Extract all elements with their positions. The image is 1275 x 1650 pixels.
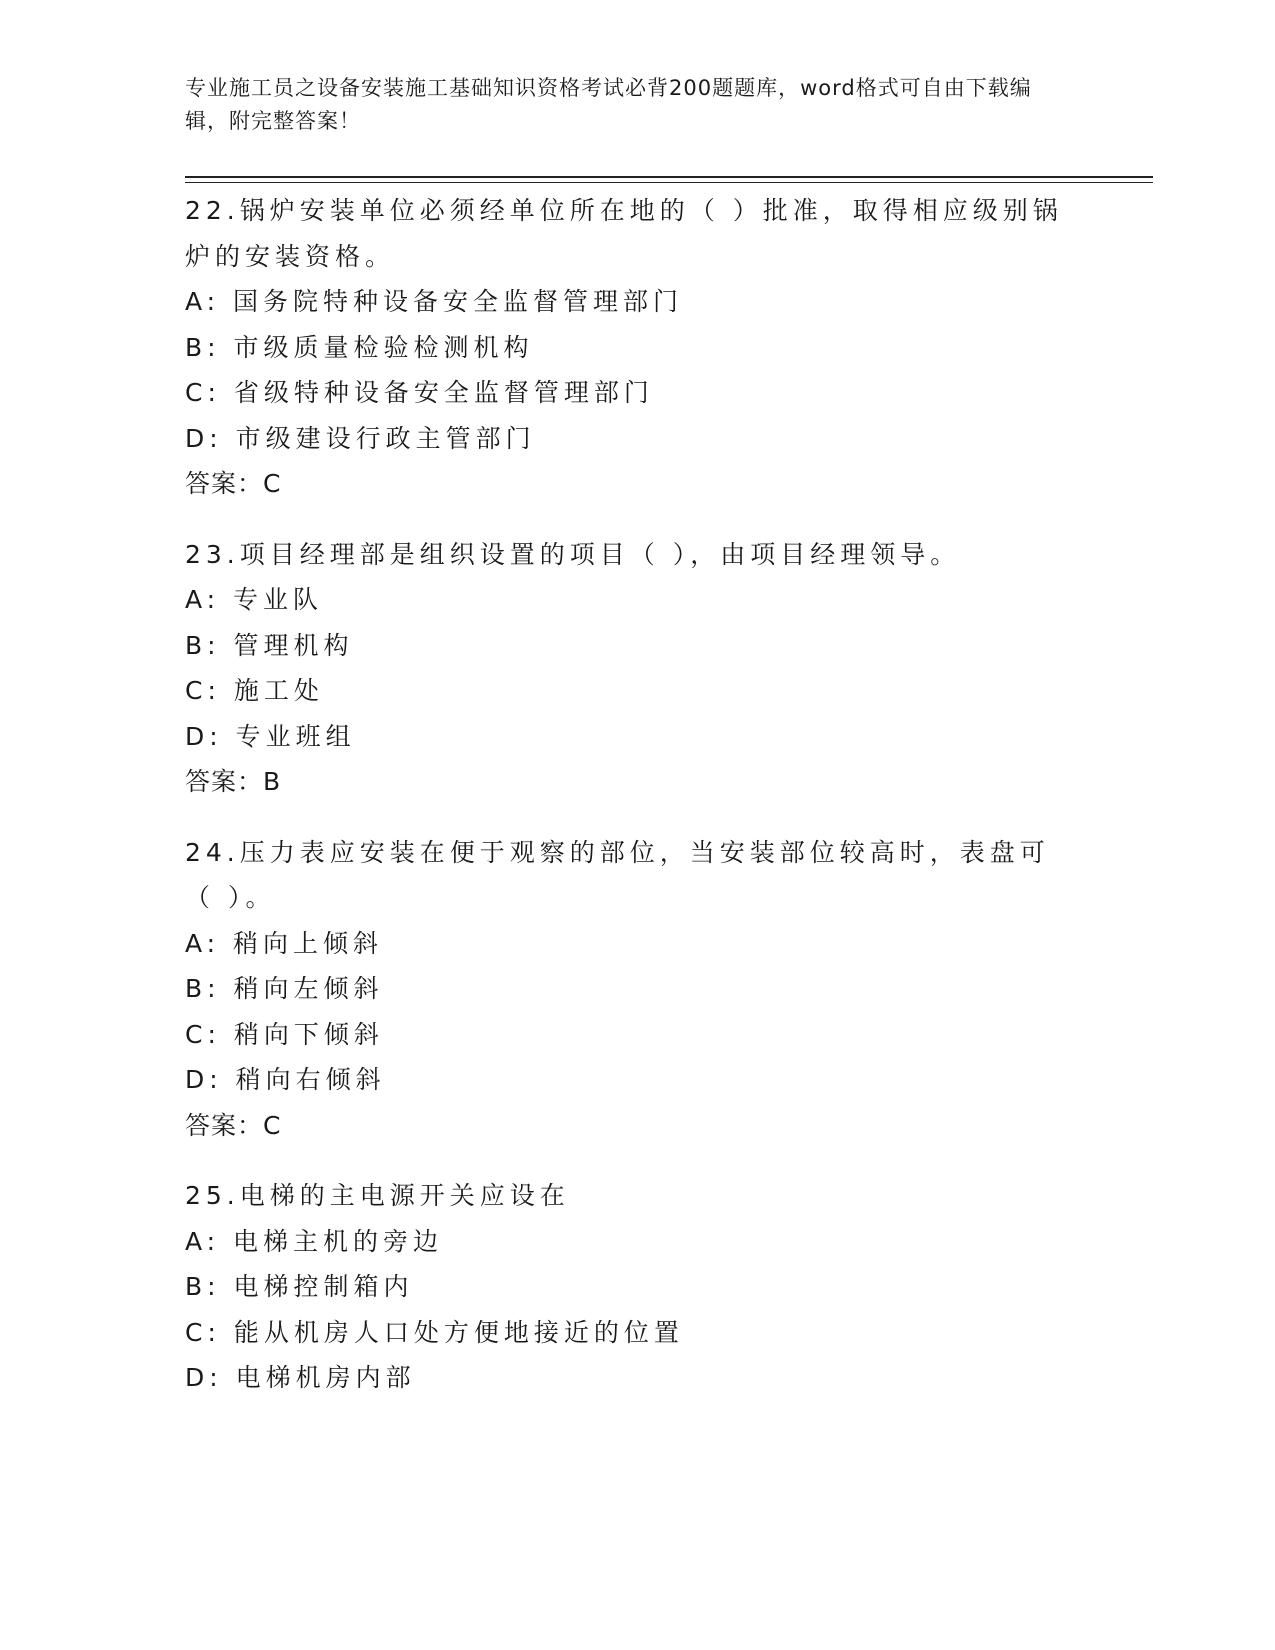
question-22 (185, 188, 1065, 507)
option-a: A: 专业队 (185, 585, 324, 614)
answer-label: 答案：C (185, 1110, 282, 1140)
question-stem: 24.压力表应安装在便于观察的部位，当安装部位较高时，表盘可（ ）。 (185, 837, 1050, 912)
option-a: A: 电梯主机的旁边 (185, 1226, 444, 1256)
option-b: B: 电梯控制箱内 (185, 1272, 414, 1301)
header-divider-thin (185, 182, 1153, 183)
option-c: C: 施工处 (185, 676, 324, 705)
option-b: B: 稍向左倾斜 (185, 974, 384, 1003)
option-d: D: 专业班组 (185, 721, 356, 751)
question-stem: 22.锅炉安装单位必须经单位所在地的（ ）批准，取得相应级别锅炉的安装资格。 (185, 196, 1063, 271)
question-stem: 25.电梯的主电源开关应设在 (185, 1181, 570, 1210)
question-stem: 23.项目经理部是组织设置的项目（ ），由项目经理领导。 (185, 539, 961, 569)
option-c: C: 能从机房人口处方便地接近的位置 (185, 1317, 684, 1347)
option-d: D: 市级建设行政主管部门 (185, 423, 536, 453)
header-divider-thick (185, 176, 1153, 178)
option-b: B: 管理机构 (185, 630, 354, 660)
question-24 (185, 830, 1065, 1149)
answer-label: 答案：B (185, 767, 282, 796)
option-c: C: 省级特种设备安全监督管理部门 (185, 378, 654, 407)
option-c: C: 稍向下倾斜 (185, 1019, 384, 1049)
question-23 (185, 532, 1065, 805)
document-header: 专业施工员之设备安装施工基础知识资格考试必背200题题库，word格式可自由下载编辑，附完整答案！ (185, 76, 1032, 133)
question-25 (185, 1173, 1065, 1401)
option-d: D: 稍向右倾斜 (185, 1065, 386, 1094)
option-a: A: 国务院特种设备安全监督管理部门 (185, 287, 684, 316)
option-a: A: 稍向上倾斜 (185, 928, 384, 958)
question-list (185, 188, 1065, 1426)
answer-label: 答案：C (185, 469, 282, 498)
option-b: B: 市级质量检验检测机构 (185, 332, 534, 362)
option-d: D: 电梯机房内部 (185, 1363, 416, 1392)
